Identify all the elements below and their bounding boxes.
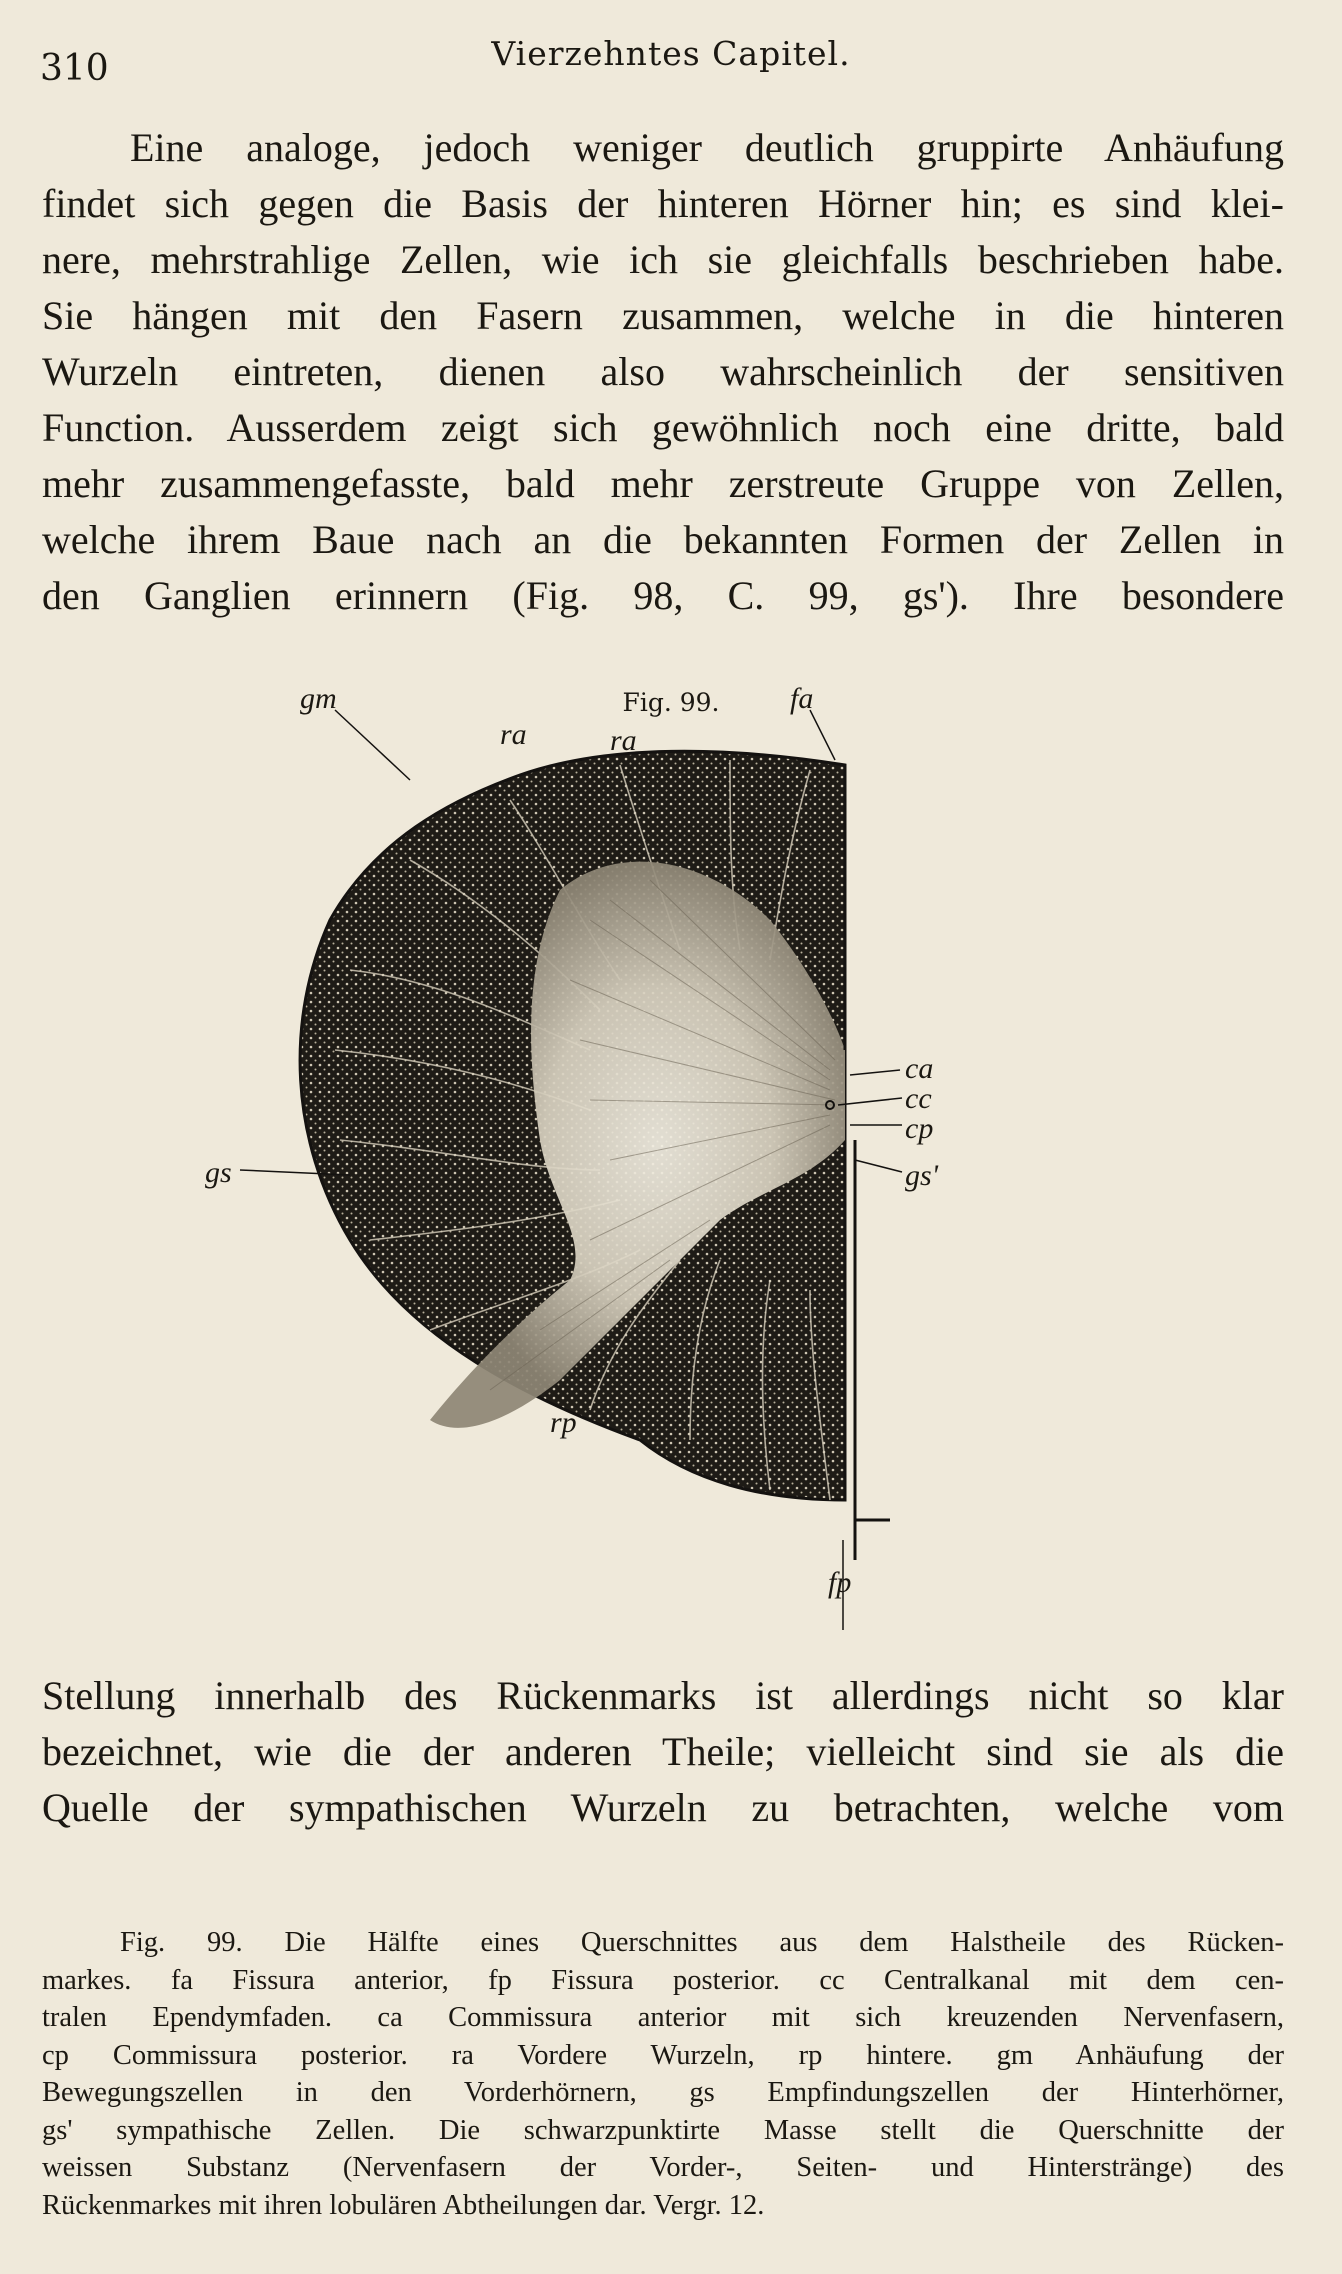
- text-line: mehr zusammengefasste, bald mehr zerstreute Gruppe von Zellen,: [42, 461, 1284, 506]
- label-gm: gm: [300, 682, 337, 715]
- caption-line: Rückenmarkes mit ihren lobulären Abtheilungen dar. Vergr. 12.: [42, 2189, 765, 2221]
- label-rp: rp: [550, 1406, 577, 1439]
- label-cp: cp: [905, 1112, 934, 1145]
- running-head: Vierzehntes Capitel.: [491, 34, 851, 73]
- label-ca: ca: [905, 1052, 934, 1085]
- label-gs: gs: [205, 1156, 232, 1189]
- paragraph-top: [42, 120, 1284, 624]
- paragraph-bottom: [42, 1668, 1284, 1836]
- text-line: Stellung innerhalb des Rückenmarks ist allerdings nicht so klar: [42, 1673, 1284, 1718]
- page-number: 310: [40, 48, 109, 89]
- label-cc: cc: [905, 1082, 932, 1115]
- label-gs-prime: gs': [905, 1159, 939, 1192]
- text-line: Sie hängen mit den Fasern zusammen, welche in die hinteren: [42, 293, 1284, 338]
- caption-line: cp Commissura posterior. ra Vordere Wurzeln, rp hintere. gm Anhäufung der: [42, 2039, 1284, 2071]
- label-fa: fa: [790, 682, 814, 715]
- text-line: Eine analoge, jedoch weniger deutlich gruppirte Anhäufung: [130, 125, 1284, 170]
- text-line: findet sich gegen die Basis der hinteren Hörner hin; es sind klei-: [42, 181, 1284, 226]
- label-ra: ra: [610, 724, 637, 757]
- text-line: den Ganglien erinnern (Fig. 98, C. 99, gs'). Ihre besondere: [42, 573, 1284, 618]
- text-line: Wurzeln eintreten, dienen also wahrscheinlich der sensitiven: [42, 349, 1284, 394]
- figure-label: Fig. 99.: [622, 688, 720, 717]
- caption-line: Bewegungszellen in den Vorderhörnern, gs Empfindungszellen der Hinterhörner,: [42, 2077, 1284, 2108]
- text-line: bezeichnet, wie die der anderen Theile; vielleicht sind sie als die: [42, 1729, 1284, 1774]
- text-line: Quelle der sympathischen Wurzeln zu betrachten, welche vom: [42, 1785, 1284, 1830]
- caption-line: markes. fa Fissura anterior, fp Fissura posterior. cc Centralkanal mit dem cen-: [42, 1964, 1284, 1996]
- caption-line: gs' sympathische Zellen. Die schwarzpunktirte Masse stellt die Querschnitte der: [42, 2114, 1284, 2146]
- label-fp: fp: [828, 1566, 852, 1599]
- caption-line: weissen Substanz (Nervenfasern der Vorder-, Seiten- und Hinterstränge) des: [42, 2152, 1284, 2183]
- text-line: welche ihrem Baue nach an die bekannten Formen der Zellen in: [42, 517, 1284, 562]
- caption-line: Fig. 99. Die Hälfte eines Querschnittes aus dem Halstheile des Rücken-: [120, 1927, 1284, 1958]
- caption-line: tralen Ependymfaden. ca Commissura anterior mit sich kreuzenden Nervenfasern,: [42, 2002, 1284, 2033]
- figure-caption: [42, 1924, 1284, 2224]
- label-ra: ra: [500, 718, 527, 751]
- text-line: nere, mehrstrahlige Zellen, wie ich sie gleichfalls beschrieben habe.: [42, 237, 1284, 282]
- text-line: Function. Ausserdem zeigt sich gewöhnlich noch eine dritte, bald: [42, 405, 1284, 450]
